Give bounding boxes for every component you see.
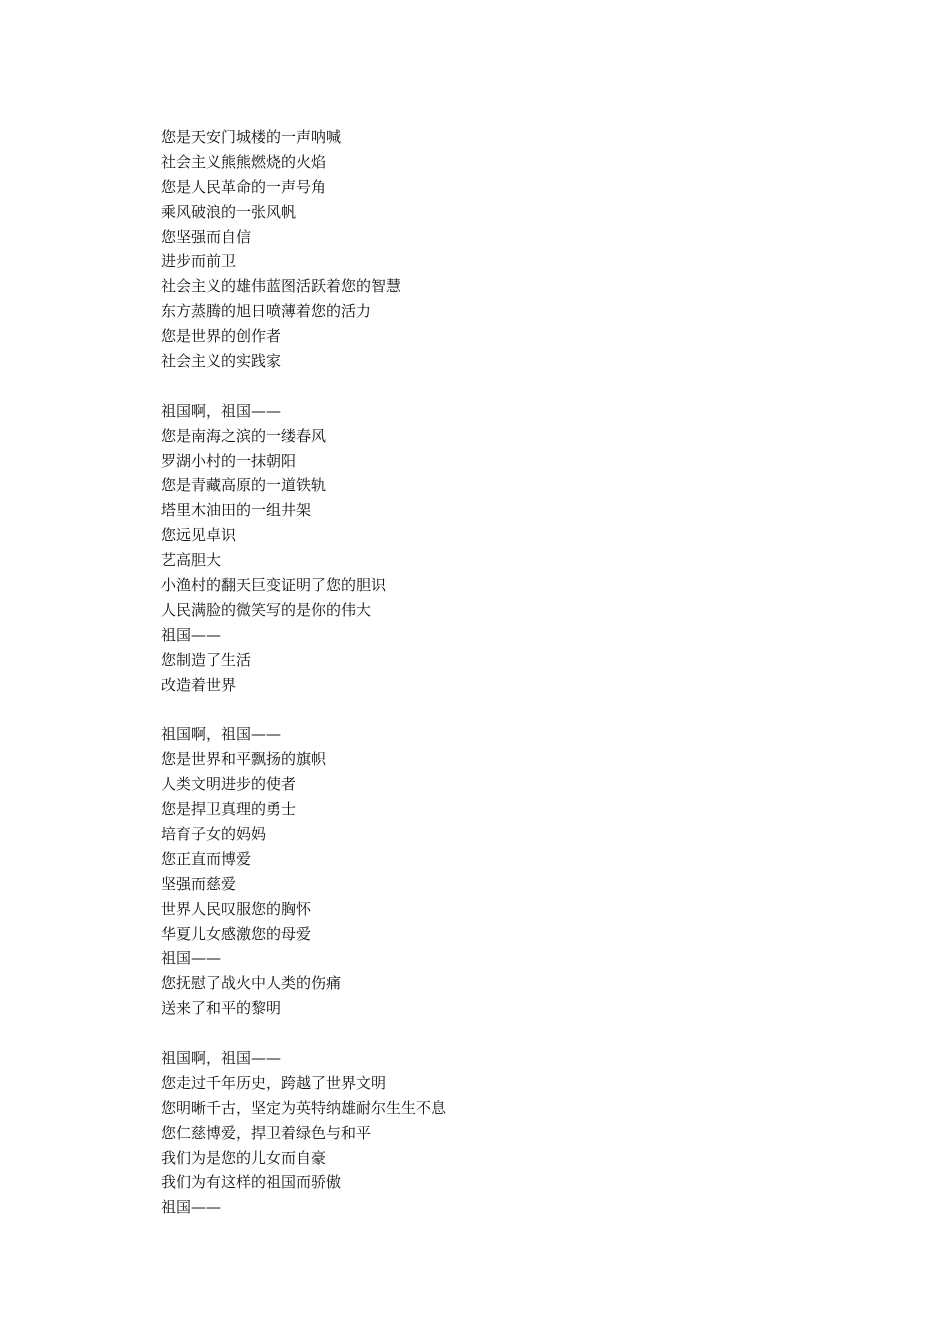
poem-line: 艺高胆大	[161, 551, 222, 570]
poem-line: 祖国——	[161, 625, 222, 644]
poem-line: 世界人民叹服您的胸怀	[161, 899, 312, 918]
poem-line: 您是天安门城楼的一声呐喊	[161, 128, 342, 146]
poem-line: 您仁慈博爱，捍卫着绿色与和平	[161, 1123, 372, 1142]
poem-line: 您是捍卫真理的勇士	[161, 800, 297, 819]
poem-line: 您远见卓识	[161, 526, 237, 545]
poem-line: 您坚强而自信	[161, 227, 252, 246]
poem-line: 人民满脸的微笑写的是你的伟大	[161, 600, 372, 619]
poem-line: 祖国啊，祖国——	[161, 401, 282, 420]
poem-line: 您抚慰了战火中人类的伤痛	[161, 974, 342, 993]
poem-line: 您制造了生活	[161, 650, 252, 669]
poem-line: 您走过千年历史，跨越了世界文明	[161, 1073, 387, 1092]
poem-line: 送来了和平的黎明	[161, 999, 282, 1018]
poem-line: 东方蒸腾的旭日喷薄着您的活力	[161, 302, 372, 321]
poem-line: 培育子女的妈妈	[161, 824, 267, 843]
stanza-3	[161, 722, 861, 1021]
poem-line: 我们为有这样的祖国而骄傲	[161, 1173, 342, 1192]
poem-line: 您是南海之滨的一缕春风	[161, 426, 327, 445]
poem-line: 罗湖小村的一抹朝阳	[161, 451, 297, 470]
poem-line: 小渔村的翻天巨变证明了您的胆识	[161, 576, 387, 595]
stanza-2	[161, 399, 861, 698]
poem-line: 社会主义的雄伟蓝图活跃着您的智慧	[161, 277, 402, 296]
poem-line: 塔里木油田的一组井架	[161, 501, 312, 520]
poem-line: 坚强而慈爱	[161, 874, 237, 893]
poem-line: 您是世界的创作者	[161, 327, 282, 346]
poem-line: 社会主义的实践家	[161, 352, 282, 371]
poem-line: 社会主义熊熊燃烧的火焰	[161, 152, 327, 171]
poem-line: 乘风破浪的一张风帆	[161, 202, 297, 221]
poem-line: 您是人民革命的一声号角	[161, 177, 327, 196]
poem-line: 您正直而博爱	[161, 849, 252, 868]
stanza-4	[161, 1046, 861, 1220]
poem-line: 华夏儿女感激您的母爱	[161, 924, 312, 943]
stanza-1	[161, 125, 861, 374]
poem-line: 进步而前卫	[161, 252, 237, 271]
poem-line: 祖国——	[161, 949, 222, 968]
poem-line: 我们为是您的儿女而自豪	[161, 1148, 327, 1167]
poem-line: 您是青藏高原的一道铁轨	[161, 476, 327, 495]
poem-line: 祖国——	[161, 1198, 222, 1217]
poem-line: 祖国啊，祖国——	[161, 725, 282, 744]
poem-line: 您明晰千古，坚定为英特纳雄耐尔生生不息	[161, 1098, 447, 1117]
poem-line: 您是世界和平飘扬的旗帜	[161, 750, 327, 769]
poem-body	[161, 125, 861, 1245]
poem-line: 祖国啊，祖国——	[161, 1048, 282, 1067]
poem-line: 人类文明进步的使者	[161, 775, 297, 794]
poem-line: 改造着世界	[161, 675, 237, 694]
